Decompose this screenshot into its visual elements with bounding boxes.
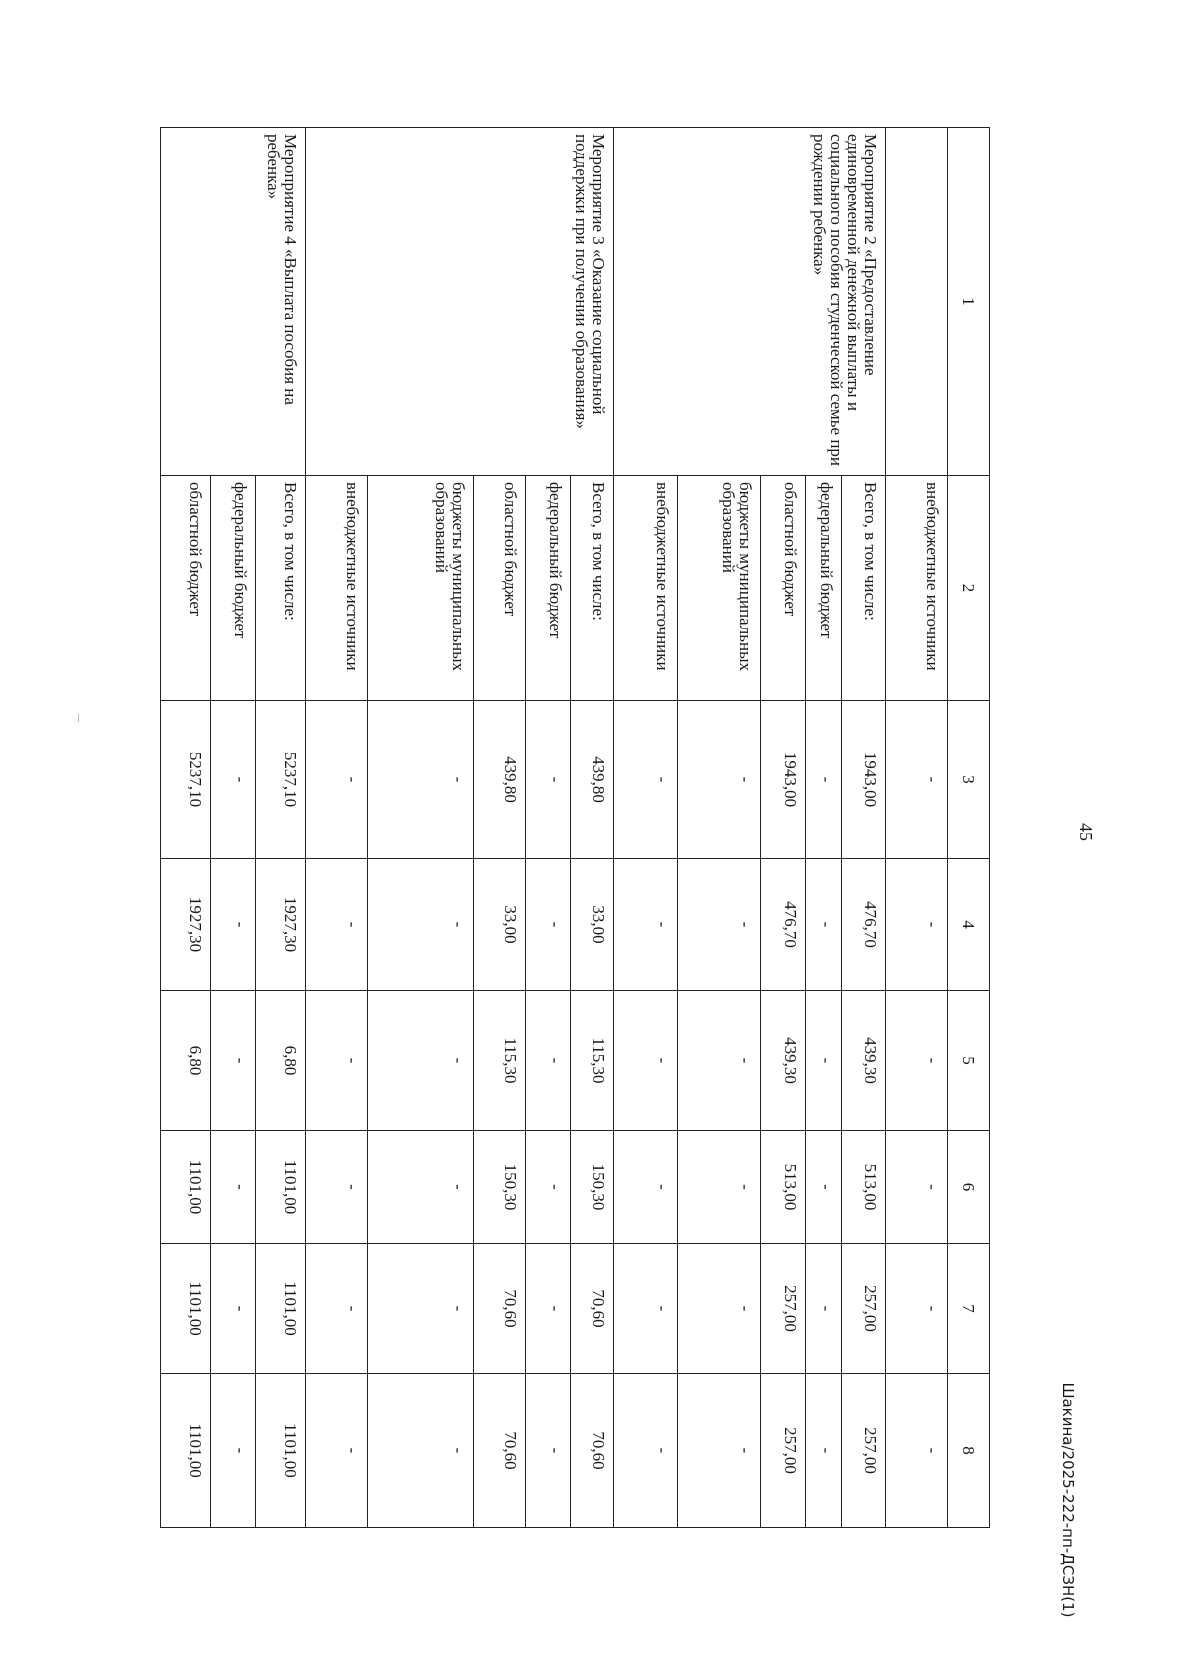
value-cell: -	[806, 701, 842, 859]
value-cell: -	[677, 859, 760, 991]
value-cell: -	[525, 1374, 570, 1528]
value-cell: -	[806, 1244, 842, 1374]
value-cell: -	[211, 1374, 256, 1528]
value-cell: -	[367, 991, 474, 1131]
header-cell: 3	[947, 701, 989, 859]
scan-artifact	[78, 714, 79, 722]
source-cell: бюджеты муниципальных образований	[677, 476, 760, 701]
value-cell: 6,80	[256, 991, 306, 1131]
value-cell: 1101,00	[161, 1244, 211, 1374]
value-cell: 439,30	[760, 991, 805, 1131]
value-cell: 257,00	[760, 1374, 805, 1528]
source-cell: федеральный бюджет	[211, 476, 256, 701]
value-cell: 1927,30	[161, 859, 211, 991]
source-cell: федеральный бюджет	[525, 476, 570, 701]
value-cell: -	[885, 1374, 947, 1528]
value-cell: 6,80	[161, 991, 211, 1131]
header-cell: 2	[947, 476, 989, 701]
table-row	[842, 128, 885, 1528]
value-cell: 1101,00	[161, 1374, 211, 1528]
value-cell: 150,30	[474, 1131, 525, 1244]
measure-cell	[885, 128, 947, 476]
source-cell: областной бюджет	[474, 476, 525, 701]
value-cell: 1943,00	[842, 701, 885, 859]
value-cell: -	[306, 859, 367, 991]
source-cell: внебюджетные источники	[306, 476, 367, 701]
value-cell: -	[614, 991, 678, 1131]
header-cell: 6	[947, 1131, 989, 1244]
value-cell: 476,70	[842, 859, 885, 991]
value-cell: -	[525, 701, 570, 859]
source-cell: областной бюджет	[161, 476, 211, 701]
value-cell: -	[211, 1244, 256, 1374]
source-cell: областной бюджет	[760, 476, 805, 701]
value-cell: 257,00	[842, 1374, 885, 1528]
value-cell: -	[885, 701, 947, 859]
value-cell: 1927,30	[256, 859, 306, 991]
value-cell: 115,30	[474, 991, 525, 1131]
value-cell: 439,30	[842, 991, 885, 1131]
value-cell: 33,00	[474, 859, 525, 991]
value-cell: -	[306, 1374, 367, 1528]
value-cell: -	[806, 991, 842, 1131]
budget-table	[160, 127, 990, 1528]
measure-cell: Мероприятие 2 «Предоставление единовременной денежной выплаты и социального пособия студенческой семье при рождении ребенка»	[614, 128, 885, 476]
value-cell: 70,60	[474, 1374, 525, 1528]
value-cell: -	[525, 1131, 570, 1244]
header-cell: 4	[947, 859, 989, 991]
value-cell: -	[367, 701, 474, 859]
value-cell: -	[677, 1244, 760, 1374]
value-cell: -	[614, 701, 678, 859]
value-cell: -	[885, 859, 947, 991]
table-row	[256, 128, 306, 1528]
value-cell: 257,00	[760, 1244, 805, 1374]
header-cell: 7	[947, 1244, 989, 1374]
table-row	[571, 128, 614, 1528]
value-cell: -	[885, 1131, 947, 1244]
header-cell: 5	[947, 991, 989, 1131]
value-cell: -	[677, 1374, 760, 1528]
value-cell: -	[211, 859, 256, 991]
value-cell: -	[211, 991, 256, 1131]
value-cell: -	[211, 1131, 256, 1244]
value-cell: -	[367, 1131, 474, 1244]
source-cell: Всего, в том числе:	[256, 476, 306, 701]
header-cell: 8	[947, 1374, 989, 1528]
value-cell: 476,70	[760, 859, 805, 991]
value-cell: 439,80	[571, 701, 614, 859]
value-cell: -	[614, 1244, 678, 1374]
value-cell: -	[525, 1244, 570, 1374]
table-container	[160, 127, 990, 1527]
value-cell: -	[885, 1244, 947, 1374]
value-cell: -	[306, 701, 367, 859]
value-cell: -	[806, 1374, 842, 1528]
source-cell: внебюджетные источники	[614, 476, 678, 701]
value-cell: 1101,00	[256, 1244, 306, 1374]
source-cell: федеральный бюджет	[806, 476, 842, 701]
value-cell: -	[211, 701, 256, 859]
value-cell: 1101,00	[256, 1374, 306, 1528]
value-cell: 1101,00	[161, 1131, 211, 1244]
value-cell: -	[677, 701, 760, 859]
value-cell: 150,30	[571, 1131, 614, 1244]
value-cell: -	[525, 859, 570, 991]
value-cell: 439,80	[474, 701, 525, 859]
source-cell: Всего, в том числе:	[842, 476, 885, 701]
value-cell: 115,30	[571, 991, 614, 1131]
document-code: Шакина/2025-222-пп-ДСЗН(1)	[1059, 1382, 1077, 1618]
value-cell: -	[306, 1244, 367, 1374]
value-cell: -	[614, 1131, 678, 1244]
value-cell: 513,00	[842, 1131, 885, 1244]
value-cell: 257,00	[842, 1244, 885, 1374]
value-cell: -	[614, 859, 678, 991]
table-row	[885, 128, 947, 1528]
value-cell: 1943,00	[760, 701, 805, 859]
source-cell: бюджеты муниципальных образований	[367, 476, 474, 701]
source-cell: внебюджетные источники	[885, 476, 947, 701]
value-cell: -	[306, 1131, 367, 1244]
value-cell: -	[677, 1131, 760, 1244]
table-header-row	[947, 128, 989, 1528]
value-cell: 33,00	[571, 859, 614, 991]
value-cell: -	[885, 991, 947, 1131]
value-cell: 5237,10	[256, 701, 306, 859]
value-cell: 5237,10	[161, 701, 211, 859]
measure-cell: Мероприятие 3 «Оказание социальной поддержки при получении образования»	[306, 128, 614, 476]
measure-cell: Мероприятие 4 «Выплата пособия на ребенка»	[161, 128, 306, 476]
value-cell: -	[306, 991, 367, 1131]
value-cell: 70,60	[571, 1374, 614, 1528]
value-cell: 513,00	[760, 1131, 805, 1244]
source-cell: Всего, в том числе:	[571, 476, 614, 701]
value-cell: -	[367, 859, 474, 991]
value-cell: 70,60	[571, 1244, 614, 1374]
value-cell: -	[525, 991, 570, 1131]
value-cell: -	[614, 1374, 678, 1528]
page-number: 45	[1076, 823, 1096, 841]
value-cell: -	[806, 859, 842, 991]
value-cell: -	[367, 1244, 474, 1374]
header-cell: 1	[947, 128, 989, 476]
value-cell: 1101,00	[256, 1131, 306, 1244]
value-cell: -	[806, 1131, 842, 1244]
value-cell: -	[677, 991, 760, 1131]
value-cell: -	[367, 1374, 474, 1528]
value-cell: 70,60	[474, 1244, 525, 1374]
